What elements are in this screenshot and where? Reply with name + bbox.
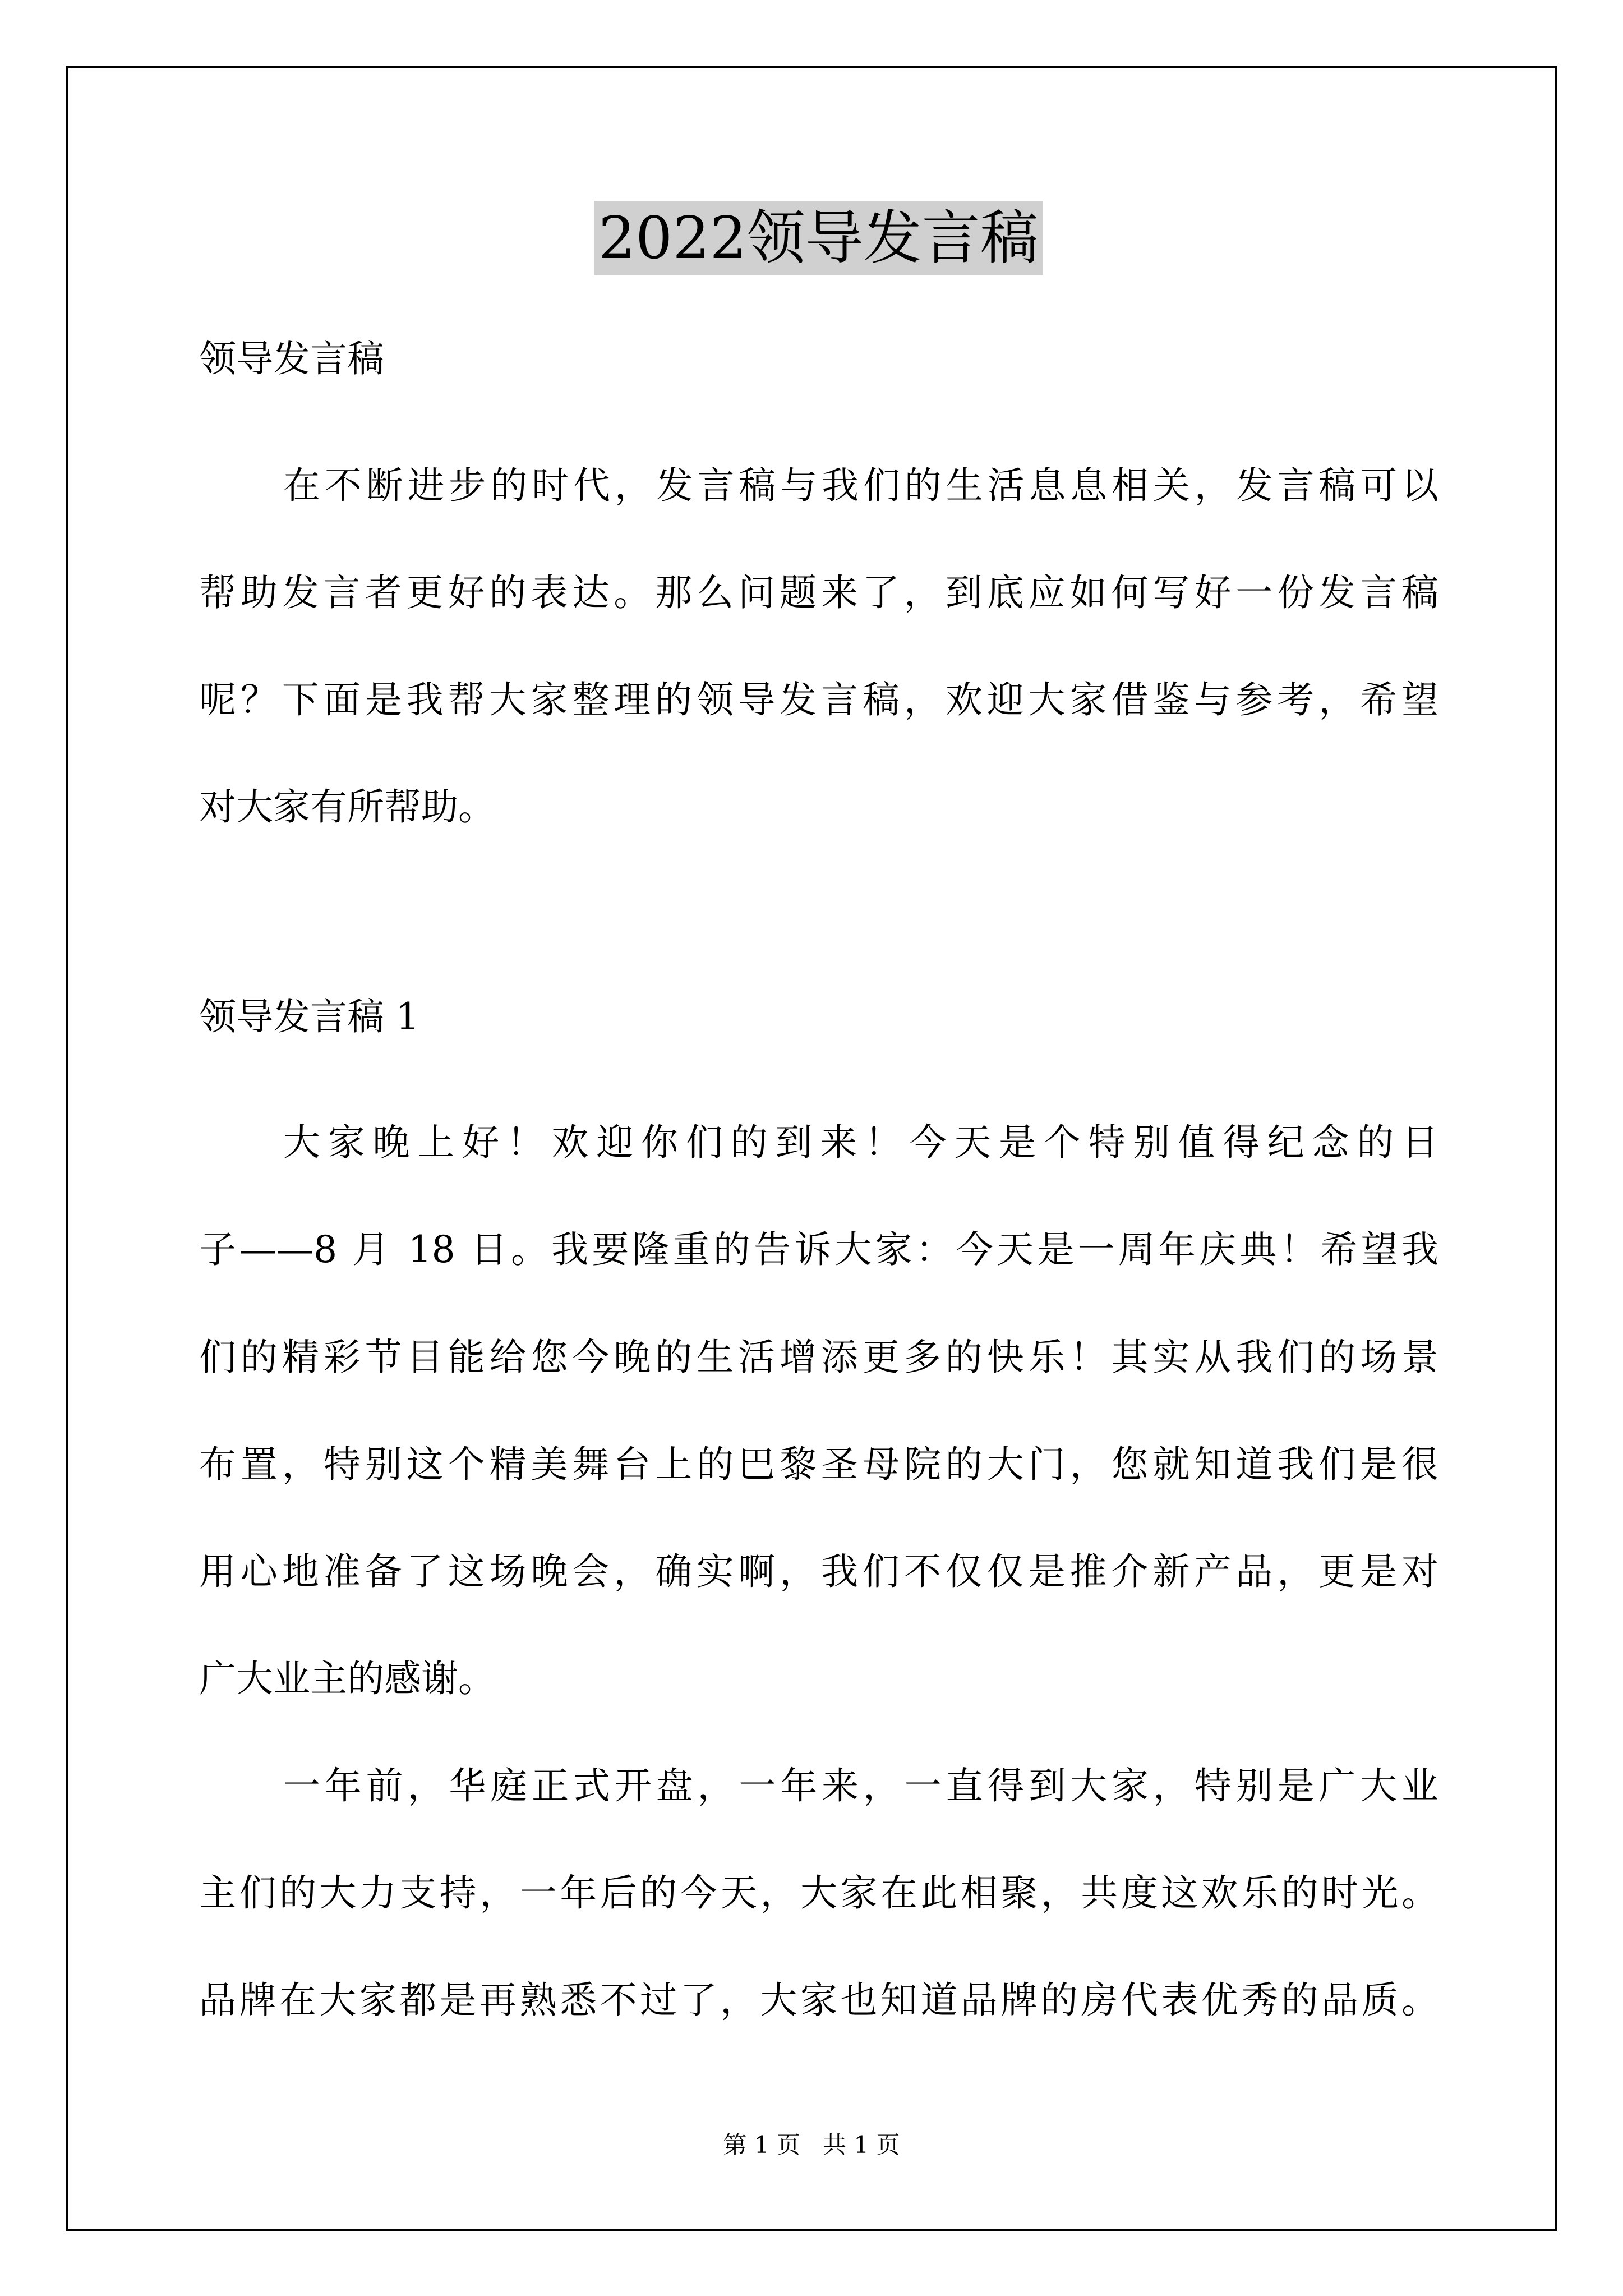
- paragraph-line: 子——8 月 18 日。我要隆重的告诉大家：今天是一周年庆典！希望我: [199, 1228, 1438, 1271]
- paragraph-line: 广大业主的感谢。: [199, 1657, 495, 1700]
- page-footer: 第 1 页 共 1 页: [723, 2131, 900, 2159]
- paragraph-line: 帮助发言者更好的表达。那么问题来了，到底应如何写好一份发言稿: [199, 571, 1438, 614]
- paragraph-line: 一年前，华庭正式开盘，一年来，一直得到大家，特别是广大业: [283, 1764, 1438, 1807]
- document-title: 2022领导发言稿: [594, 201, 1043, 275]
- section-heading-1: 领导发言稿 1: [199, 995, 419, 1038]
- paragraph-line: 用心地准备了这场晚会，确实啊，我们不仅仅是推介新产品，更是对: [199, 1550, 1438, 1593]
- paragraph-line: 大家晚上好！欢迎你们的到来！今天是个特别值得纪念的日: [283, 1121, 1438, 1164]
- paragraph-line: 对大家有所帮助。: [199, 785, 495, 829]
- paragraph-line: 们的精彩节目能给您今晚的生活增添更多的快乐！其实从我们的场景: [199, 1336, 1438, 1379]
- section-heading-intro: 领导发言稿: [199, 337, 384, 380]
- paragraph-line: 品牌在大家都是再熟悉不过了，大家也知道品牌的房代表优秀的品质。: [199, 1978, 1438, 2022]
- paragraph-line: 布置，特别这个精美舞台上的巴黎圣母院的大门，您就知道我们是很: [199, 1443, 1438, 1486]
- paragraph-line: 呢？下面是我帮大家整理的领导发言稿，欢迎大家借鉴与参考，希望: [199, 678, 1438, 721]
- paragraph-line: 主们的大力支持，一年后的今天，大家在此相聚，共度这欢乐的时光。: [199, 1871, 1438, 1915]
- paragraph-line: 在不断进步的时代，发言稿与我们的生活息息相关，发言稿可以: [283, 464, 1438, 507]
